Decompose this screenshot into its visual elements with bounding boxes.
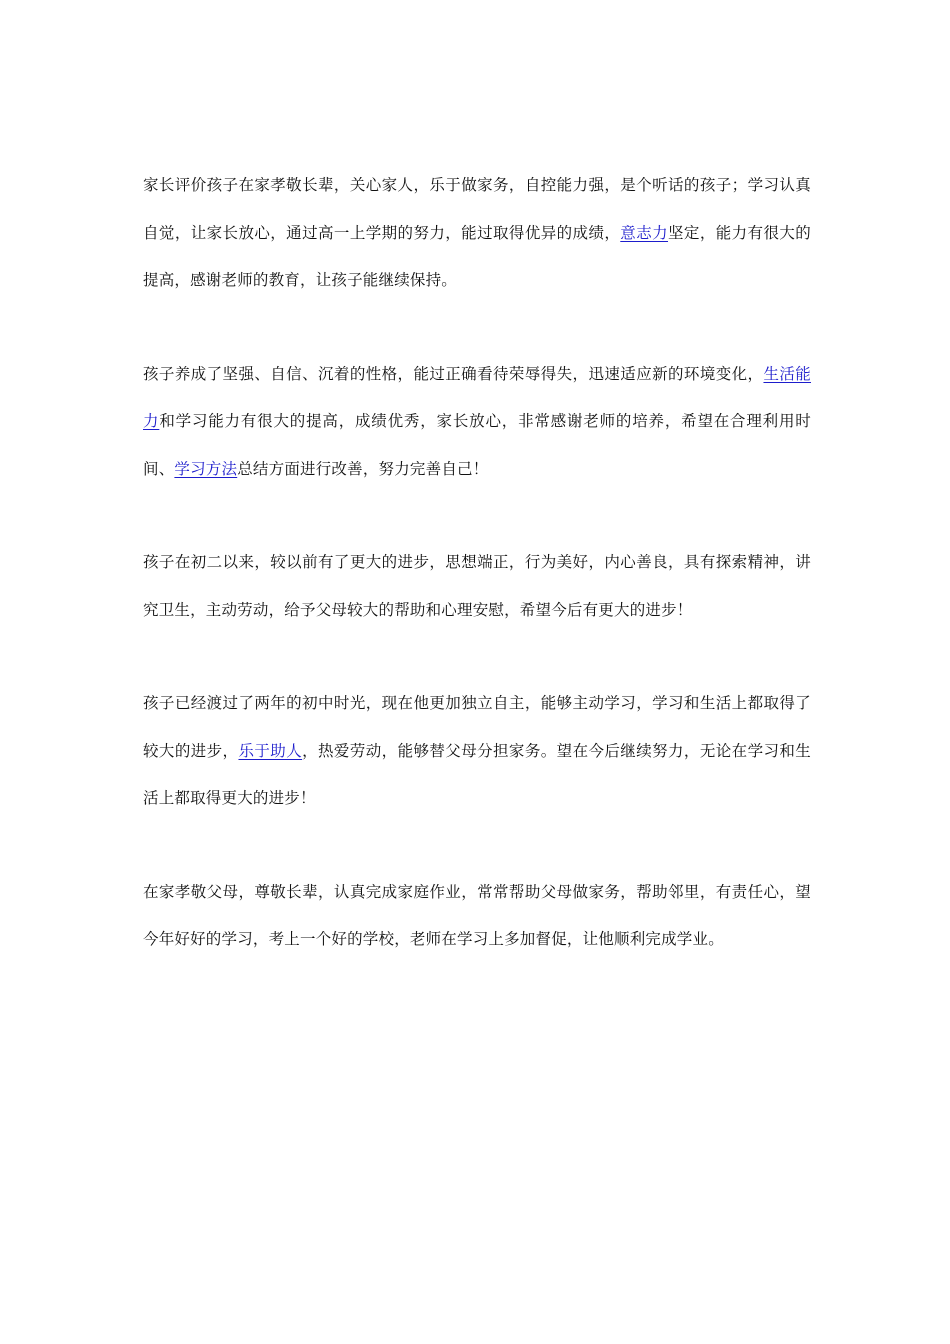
text-segment: 孩子已经渡过了两年的初中时光，现在他更加独立自主，能够主动学习，学习和生活上都取得了较大的进步， — [143, 694, 811, 760]
text-segment: 孩子在初二以来，较以前有了更大的进步，思想端正，行为美好，内心善良，具有探索精神，讲究卫生，主动劳动，给予父母较大的帮助和心理安慰，希望今后有更大的进步！ — [143, 553, 811, 619]
link-shenghuo-nengli[interactable]: 生活能力 — [143, 364, 811, 430]
paragraph-1 — [143, 162, 811, 305]
paragraph-5 — [143, 869, 811, 964]
text-segment: 孩子养成了坚强、自信、沉着的性格，能过正确看待荣辱得失，迅速适应新的环境变化， — [143, 364, 764, 383]
paragraph-2 — [143, 351, 811, 494]
link-xuexi-fangfa[interactable]: 学习方法 — [174, 459, 238, 478]
text-segment: 总结方面进行改善，努力完善自己！ — [237, 459, 489, 478]
text-segment: ，热爱劳动，能够替父母分担家务。望在今后继续努力，无论在学习和生活上都取得更大的进步！ — [143, 741, 811, 807]
text-segment: 家长评价孩子在家孝敬长辈，关心家人，乐于做家务，自控能力强，是个听话的孩子；学习认真自觉，让家长放心，通过高一上学期的努力，能过取得优异的成绩， — [143, 176, 811, 242]
link-yizhili[interactable]: 意志力 — [620, 223, 669, 242]
text-segment: 和学习能力有很大的提高，成绩优秀，家长放心，非常感谢老师的培养，希望在合理利用时间、 — [143, 412, 811, 478]
document-body — [143, 162, 811, 1010]
paragraph-3 — [143, 539, 811, 634]
text-segment: 坚定，能力有很大的提高，感谢老师的教育，让孩子能继续保持。 — [143, 223, 811, 289]
link-leyu-zhuren[interactable]: 乐于助人 — [238, 741, 303, 760]
paragraph-4 — [143, 680, 811, 823]
text-segment: 在家孝敬父母，尊敬长辈，认真完成家庭作业，常常帮助父母做家务，帮助邻里，有责任心，望今年好好的学习，考上一个好的学校，老师在学习上多加督促，让他顺利完成学业。 — [143, 882, 811, 948]
